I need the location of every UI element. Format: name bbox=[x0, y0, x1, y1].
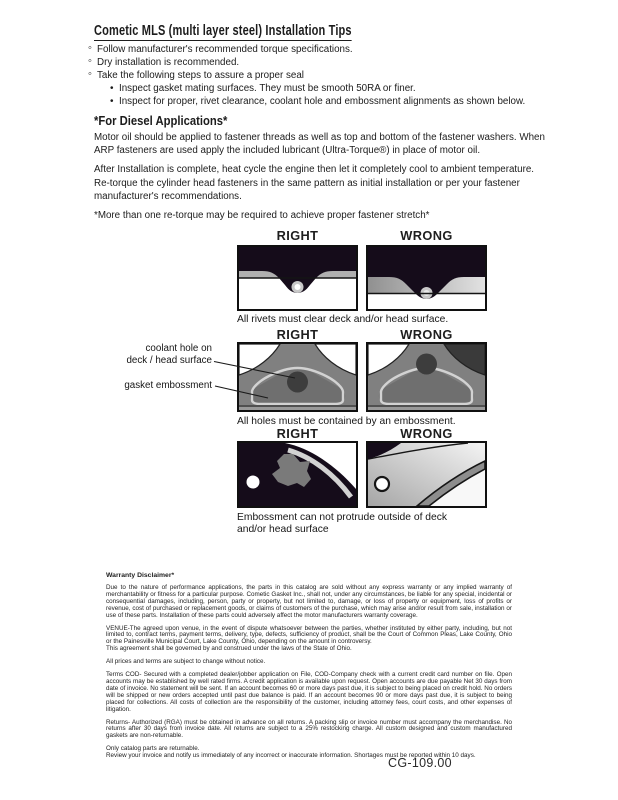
annotation-line: coolant hole on bbox=[145, 343, 212, 354]
embossment-wrong-illustration bbox=[368, 344, 485, 410]
fine-print-paragraph: Returns- Authorized (RGA) must be obtained in advance on all returns. A packing slip or invoice number must accompany the merchandise. No returns after 30 days from invoice date. All returns are subject to a 25% restocking charge. All custom designed and custom manufactured gaskets are non-returnable. bbox=[106, 718, 512, 740]
diagram-caption: All holes must be contained by an embossment. bbox=[237, 416, 456, 427]
protrude-wrong-figure bbox=[366, 441, 487, 508]
annotation-line: deck / head surface bbox=[126, 354, 212, 366]
paragraph: After Installation is complete, heat cycle the engine then let it completely cool to ambient temperature. Re-torque the cylinder head fasteners in the same pattern as initial installation or per your fastener manufacturer's recommendations. bbox=[94, 164, 535, 202]
installation-tips-list bbox=[88, 43, 566, 108]
tip-text: Inspect gasket mating surfaces. They must be smooth 50RA or finer. bbox=[119, 83, 416, 94]
embossment-wrong-figure bbox=[366, 342, 487, 412]
diagram-caption: All rivets must clear deck and/or head surface. bbox=[237, 314, 449, 325]
tip-item bbox=[88, 69, 566, 82]
diesel-paragraphs bbox=[94, 131, 546, 228]
diesel-applications-heading: *For Diesel Applications* bbox=[94, 114, 228, 128]
tip-item bbox=[110, 82, 566, 95]
rivet-right-figure bbox=[237, 245, 358, 311]
rivet-wrong-figure bbox=[366, 245, 487, 311]
fine-print-paragraph: This agreement shall be governed by and construed under the laws of the State of Ohio. bbox=[106, 645, 352, 653]
right-label: RIGHT bbox=[276, 228, 319, 243]
tip-text: Take the following steps to assure a proper seal bbox=[97, 70, 304, 81]
diagram-caption: Embossment can not protrude outside of deck and/or head surface bbox=[237, 512, 448, 535]
fine-print-paragraph: Review your invoice and notify us immediately of any incorrect or inaccurate information. Shortages must be reported within 10 days. bbox=[106, 752, 476, 760]
coolant-hole-shape bbox=[416, 354, 437, 375]
warranty-paragraphs bbox=[106, 585, 512, 760]
tip-text: Follow manufacturer's recommended torque specifications. bbox=[97, 44, 353, 55]
fine-print-paragraph: Due to the nature of performance applications, the parts in this catalog are sold without any express warranty or any implied warranty of merchantability or fitness for a particular purpose. Cometic Gasket Inc., shall not, under any circumstances, be liable for any special, incidental or consequential damages, including, person, party or property, but not limited to, damage, or loss of property or equipment, loss of profits or revenue, cost of purchased or replacement goods, or claims of customers of the purchase, which may arise and/or result from sale, installation or use of these parts. Installation of these parts could adversely affect the motor manufacturers warranty coverage. bbox=[106, 584, 512, 619]
protrude-right-figure bbox=[237, 441, 358, 508]
coolant-hole-shape bbox=[287, 372, 308, 393]
tip-text: Inspect for proper, rivet clearance, coolant hole and embossment alignments as shown below. bbox=[119, 96, 526, 107]
paragraph: Motor oil should be applied to fastener threads as well as top and bottom of the fastener washers. When ARP fasteners are used apply the included lubricant (Ultra-Torque®) in place of motor oil. bbox=[94, 132, 545, 157]
wrong-label: WRONG bbox=[400, 426, 453, 441]
protrude-right-illustration bbox=[239, 443, 356, 506]
tip-item bbox=[110, 95, 566, 108]
warranty-disclaimer-heading: Warranty Disclaimer* bbox=[106, 572, 175, 579]
rivet-clearance-right-illustration bbox=[239, 247, 356, 309]
warranty-disclaimer-section bbox=[106, 572, 512, 760]
right-label: RIGHT bbox=[276, 327, 319, 342]
tip-item bbox=[88, 43, 566, 56]
page-title: Cometic MLS (multi layer steel) Installation Tips bbox=[94, 23, 352, 39]
tip-text: Dry installation is recommended. bbox=[97, 57, 240, 68]
gasket-embossment-annotation: gasket embossment bbox=[124, 380, 212, 391]
embossment-right-figure bbox=[237, 342, 358, 412]
bolt-hole-icon bbox=[375, 477, 389, 491]
right-label: RIGHT bbox=[276, 426, 319, 441]
paragraph: *More than one re-torque may be required to achieve proper fastener stretch* bbox=[94, 210, 430, 222]
tip-item bbox=[88, 56, 566, 69]
fine-print-paragraph: Only catalog parts are returnable. bbox=[106, 745, 200, 753]
wrong-label: WRONG bbox=[400, 228, 453, 243]
embossment-right-illustration bbox=[239, 344, 356, 410]
fine-print-paragraph: Terms COD- Secured with a completed dealer/jobber application on File, COD-Company check with a current credit card number on file. Open accounts may be established by well rated firms. A credit application is available upon request. Open accounts are due payable Net 30 days from date of invoice. No statement will be sent. If an account becomes 60 or more days past due, it is subject to being placed on credit hold. No orders will be shipped or new orders accepted until past due balance is paid. If an account becomes 90 or more days past due, it is subject to being placed for collections. All costs of collection are the responsibility of the customer, including attorney fees, court costs, and other expenses of litigation. bbox=[106, 671, 512, 713]
fine-print-paragraph: VENUE-The agreed upon venue, in the event of dispute whatsoever between the parties, whether instituted by either party, including, but not limited to, contract terms, payment terms, delivery, type, defects, sufficiency of product, shall be the Court of Common Pleas, Lake County, Ohio or the Painesville Municipal Court, Lake County, Ohio, depending on the amount in controversy. bbox=[106, 624, 512, 646]
page-code: CG-109.00 bbox=[388, 756, 452, 770]
coolant-hole-annotation bbox=[100, 343, 212, 366]
wrong-label: WRONG bbox=[400, 327, 453, 342]
protrude-wrong-illustration bbox=[368, 443, 485, 506]
bolt-hole-icon bbox=[247, 476, 260, 489]
rivet-clearance-wrong-illustration bbox=[368, 247, 485, 309]
fine-print-paragraph: All prices and terms are subject to change without notice. bbox=[106, 658, 266, 666]
